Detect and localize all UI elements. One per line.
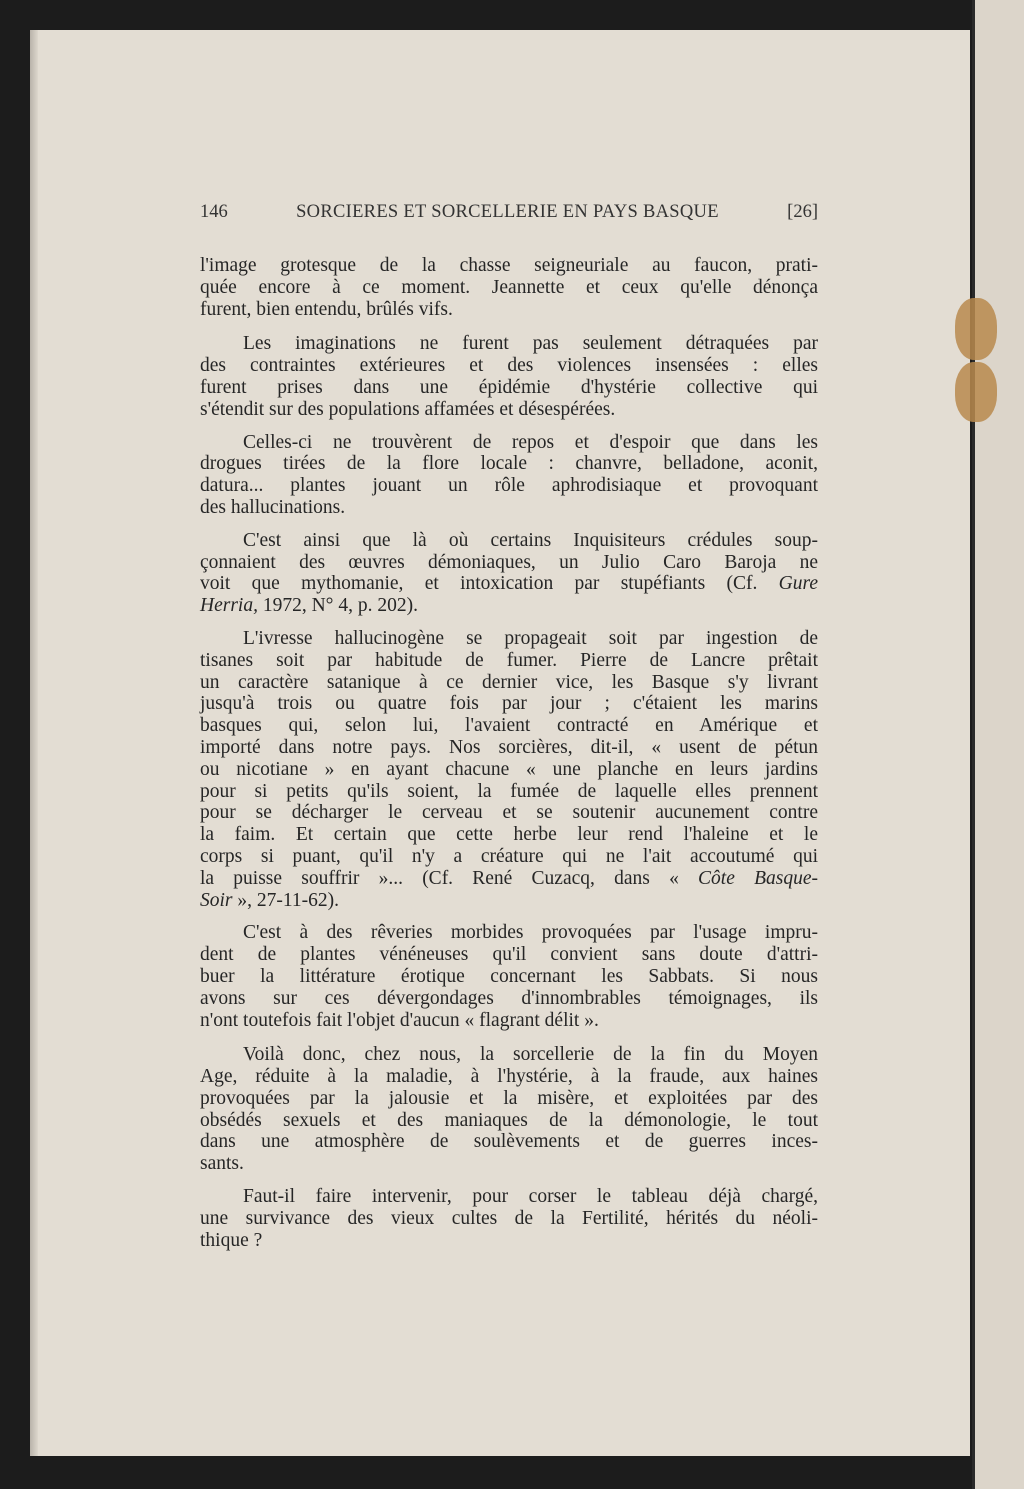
text-line: datura... plantes jouant un rôle aphrodisiaque et provoquant: [200, 475, 818, 497]
paper-stain: [955, 298, 997, 360]
paper-stain: [955, 362, 997, 422]
text-line: Soir », 27-11-62).: [200, 889, 340, 911]
text-line: buer la littérature érotique concernant les Sabbats. Si nous: [200, 965, 818, 987]
text-line: C'est à des rêveries morbides provoquées par l'usage impru-: [243, 922, 818, 944]
page-number: 146: [200, 202, 228, 222]
running-title: SORCIERES ET SORCELLERIE EN PAYS BASQUE: [296, 202, 719, 222]
section-ref: [26]: [787, 202, 818, 222]
text-line: l'image grotesque de la chasse seigneuriale au faucon, prati-: [200, 255, 818, 276]
text-line: çonnaient des œuvres démoniaques, un Julio Caro Baroja ne: [200, 551, 818, 573]
text-line: basques qui, selon lui, l'avaient contracté en Amérique et: [200, 715, 818, 737]
text-line: jusqu'à trois ou quatre fois par jour ; c'étaient les marins: [200, 693, 818, 715]
text-line: s'étendit sur des populations affamées et désespérées.: [200, 398, 616, 420]
text-line: drogues tirées de la flore locale : chanvre, belladone, aconit,: [200, 453, 818, 475]
text-line: des contraintes extérieures et des violences insensées : elles: [200, 355, 818, 377]
text-line: obsédés sexuels et des maniaques de la démonologie, le tout: [200, 1109, 818, 1131]
adjacent-page-edge: [972, 0, 1024, 1489]
body-text: [200, 255, 818, 1262]
text-line: Age, réduite à la maladie, à l'hystérie, à la fraude, aux haines: [200, 1066, 818, 1088]
text-line: Herria, 1972, N° 4, p. 202).: [200, 595, 418, 617]
paragraph: [200, 1186, 818, 1251]
italic-title: Côte Basque-: [698, 867, 818, 889]
text-line: provoquées par la jalousie et la misère, et exploitées par des: [200, 1087, 818, 1109]
text-line: n'ont toutefois fait l'objet d'aucun « flagrant délit ».: [200, 1009, 599, 1031]
text-line: la puisse souffrir »... (Cf. René Cuzacq, dans « Côte Basque-: [200, 867, 818, 889]
page-binding-edge: [30, 30, 38, 1456]
text-line: pour se décharger le cerveau et se soutenir aucunement contre: [200, 802, 818, 824]
text-line: la faim. Et certain que cette herbe leur rend l'haleine et le: [200, 824, 818, 846]
text-line: voit que mythomanie, et intoxication par stupéfiants (Cf. Gure: [200, 573, 818, 595]
text-line: Les imaginations ne furent pas seulement détraquées par: [243, 333, 818, 355]
text-line: Celles-ci ne trouvèrent de repos et d'espoir que dans les: [243, 431, 818, 453]
paragraph: [200, 530, 818, 617]
text-line: Voilà donc, chez nous, la sorcellerie de la fin du Moyen: [243, 1044, 818, 1066]
text-line: furent prises dans une épidémie d'hystérie collective qui: [200, 376, 818, 398]
paragraph: [200, 333, 818, 420]
italic-title: Soir: [200, 889, 233, 911]
paragraph: [200, 432, 818, 519]
text-line: pour si petits qu'ils soient, la fumée de laquelle elles prennent: [200, 780, 818, 802]
text-line: importé dans notre pays. Nos sorcières, dit-il, « usent de pétun: [200, 736, 818, 758]
text-line: quée encore à ce moment. Jeannette et ceux qu'elle dénonça: [200, 276, 818, 298]
text-line: furent, bien entendu, brûlés vifs.: [200, 298, 453, 320]
text-line: dans une atmosphère de soulèvements et de guerres inces-: [200, 1131, 818, 1153]
text-line: un caractère satanique à ce dernier vice, les Basque s'y livrant: [200, 671, 818, 693]
text-line: sants.: [200, 1153, 244, 1175]
paragraph: [200, 1044, 818, 1175]
text-line: des hallucinations.: [200, 496, 346, 518]
paragraph: [200, 922, 818, 1031]
italic-title: Gure: [778, 573, 818, 595]
text-line: tisanes soit par habitude de fumer. Pierre de Lancre prêtait: [200, 649, 818, 671]
text-line: C'est ainsi que là où certains Inquisiteurs crédules soup-: [243, 529, 818, 551]
text-line: thique ?: [200, 1229, 263, 1251]
paragraph: [200, 255, 818, 320]
running-header: [200, 202, 818, 223]
text-line: dent de plantes vénéneuses qu'il convient sans doute d'attri-: [200, 944, 818, 966]
text-line: une survivance des vieux cultes de la Fertilité, hérités du néoli-: [200, 1207, 818, 1229]
italic-title: Herria,: [200, 595, 258, 617]
paragraph: [200, 628, 818, 911]
text-line: Faut-il faire intervenir, pour corser le tableau déjà chargé,: [243, 1186, 818, 1208]
text-line: corps si puant, qu'il n'y a créature qui ne l'ait accoutumé qui: [200, 845, 818, 867]
text-line: avons sur ces dévergondages d'innombrables témoignages, ils: [200, 987, 818, 1009]
text-line: L'ivresse hallucinogène se propageait soit par ingestion de: [243, 627, 818, 649]
text-line: ou nicotiane » en ayant chacune « une planche en leurs jardins: [200, 758, 818, 780]
